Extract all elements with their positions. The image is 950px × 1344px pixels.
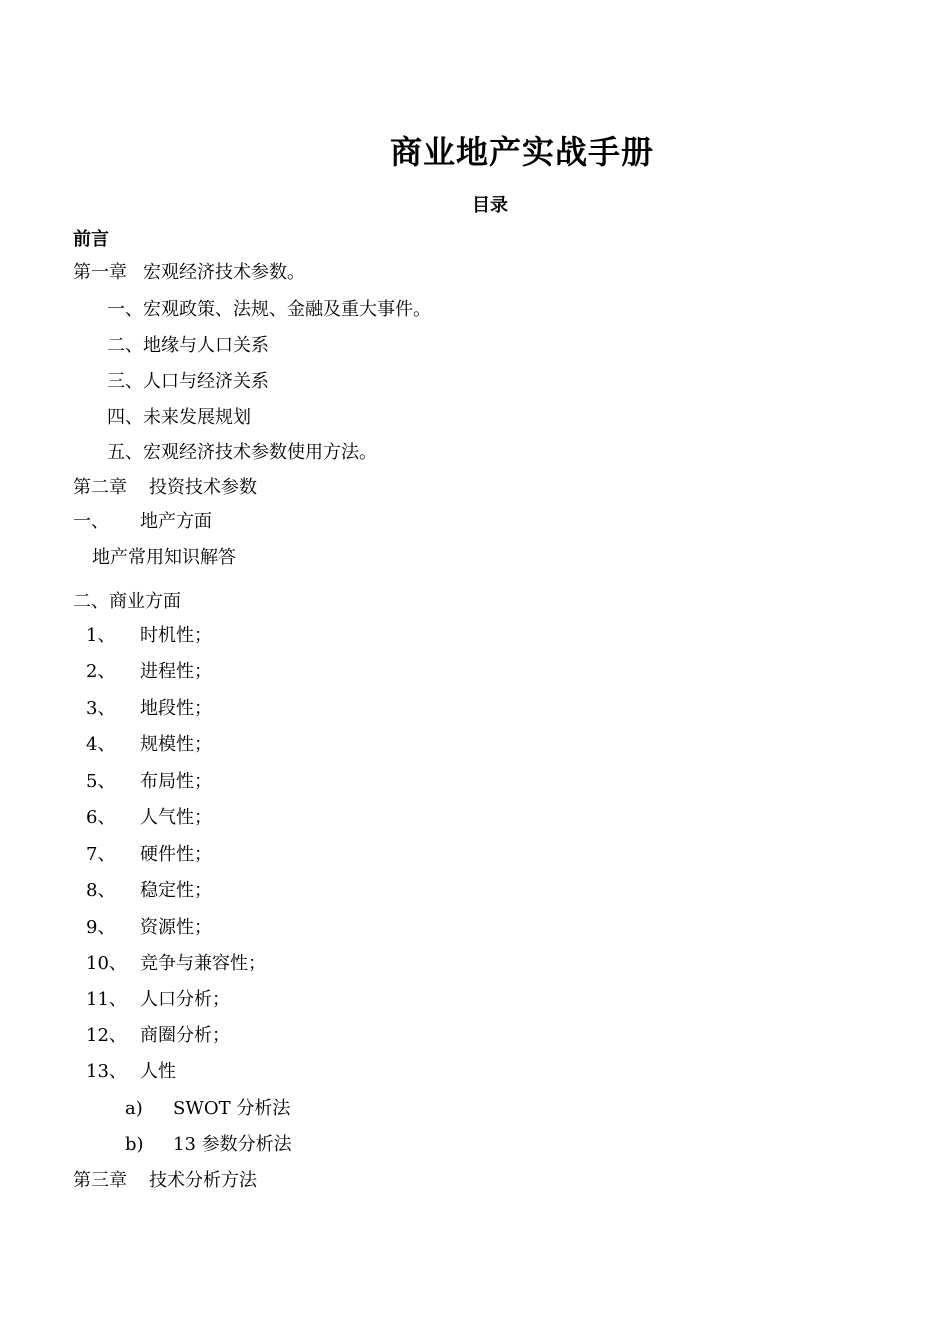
chapter-1-label: 第一章	[73, 262, 127, 283]
chapter-1-entry	[73, 261, 305, 285]
chapter-3-title: 技术分析方法	[149, 1170, 257, 1191]
chapter-2-entry	[73, 476, 257, 500]
section-2-item	[86, 1024, 230, 1048]
chapter-2-title: 投资技术参数	[149, 477, 257, 498]
section-2-item	[86, 733, 212, 757]
item-text: 稳定性；	[140, 880, 212, 901]
item-text: 资源性；	[140, 917, 212, 938]
section-2-subitem	[125, 1133, 292, 1157]
chapter-1-item: 三、人口与经济关系	[107, 371, 269, 392]
preface-entry: 前言	[73, 229, 109, 250]
chapter-1-item: 五、宏观经济技术参数使用方法。	[107, 442, 377, 463]
section-2-entry: 二、商业方面	[73, 591, 181, 612]
chapter-3-entry	[73, 1169, 257, 1193]
item-number: 11、	[86, 989, 127, 1010]
item-number: 9、	[86, 917, 116, 938]
item-text: 硬件性；	[140, 844, 212, 865]
item-text: 地段性；	[140, 698, 212, 719]
item-number: 1、	[86, 625, 116, 646]
item-number: 12、	[86, 1025, 127, 1046]
section-1-num: 一、	[73, 511, 109, 532]
section-2-item	[86, 952, 266, 976]
subitem-text: 13 参数分析法	[173, 1134, 292, 1155]
chapter-1-item: 二、地缘与人口关系	[107, 335, 269, 356]
section-2-subitem	[125, 1097, 290, 1121]
section-1-sub-entry: 地产常用知识解答	[92, 547, 236, 568]
section-1-entry	[73, 510, 212, 534]
section-2-item	[86, 916, 212, 940]
section-2-item	[86, 988, 230, 1012]
subitem-letter: a)	[125, 1098, 143, 1119]
section-2-item	[86, 843, 212, 867]
section-1-title: 地产方面	[140, 511, 212, 532]
item-text: 竞争与兼容性；	[140, 953, 266, 974]
chapter-1-title: 宏观经济技术参数。	[143, 262, 305, 283]
item-text: 规模性；	[140, 734, 212, 755]
item-number: 6、	[86, 807, 116, 828]
item-number: 10、	[86, 953, 127, 974]
chapter-1-item: 一、宏观政策、法规、金融及重大事件。	[107, 299, 431, 320]
subitem-text: SWOT 分析法	[173, 1098, 291, 1119]
section-2-item	[86, 624, 212, 648]
section-2-item	[86, 1060, 176, 1084]
subitem-letter: b)	[125, 1134, 144, 1155]
section-2-item	[86, 660, 212, 684]
item-number: 13、	[86, 1061, 127, 1082]
item-text: 人口分析；	[140, 989, 230, 1010]
item-text: 时机性；	[140, 625, 212, 646]
item-number: 8、	[86, 880, 116, 901]
item-number: 2、	[86, 661, 116, 682]
chapter-1-item: 四、未来发展规划	[107, 407, 251, 428]
section-2-item	[86, 697, 212, 721]
item-text: 进程性；	[140, 661, 212, 682]
item-number: 5、	[86, 771, 116, 792]
chapter-2-label: 第二章	[73, 477, 127, 498]
item-text: 布局性；	[140, 771, 212, 792]
item-text: 人气性；	[140, 807, 212, 828]
toc-heading: 目录	[472, 195, 508, 216]
item-text: 人性	[140, 1061, 176, 1082]
document-title: 商业地产实战手册	[389, 133, 654, 171]
section-2-item	[86, 879, 212, 903]
item-number: 4、	[86, 734, 116, 755]
section-2-item	[86, 806, 212, 830]
item-text: 商圈分析；	[140, 1025, 230, 1046]
item-number: 7、	[86, 844, 116, 865]
section-2-item	[86, 770, 212, 794]
item-number: 3、	[86, 698, 116, 719]
chapter-3-label: 第三章	[73, 1170, 127, 1191]
